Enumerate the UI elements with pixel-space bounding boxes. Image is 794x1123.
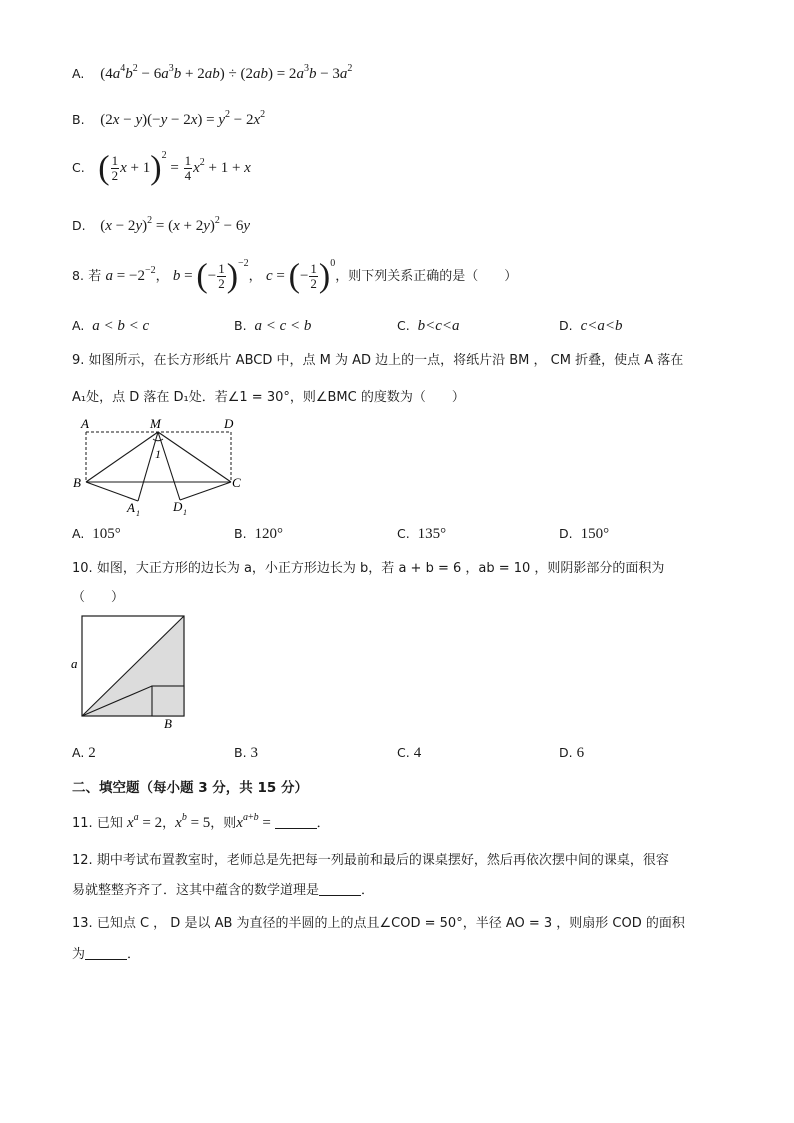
option-label: B. bbox=[72, 112, 85, 127]
q9-option-d: D. 150° bbox=[559, 526, 610, 542]
angle-1-arc bbox=[153, 439, 163, 441]
label-d1: D bbox=[173, 499, 183, 514]
q9-stem-line2 bbox=[72, 386, 465, 405]
label-d1-sub: 1 bbox=[183, 508, 187, 517]
q8-option-d: D. c<a<b bbox=[559, 318, 623, 334]
edge-ma1 bbox=[138, 432, 158, 501]
label-a: a bbox=[71, 656, 78, 671]
q8-option-c: C. b<c<a bbox=[397, 318, 460, 334]
label-a1: A bbox=[127, 500, 135, 515]
question-text: 如图，大正方形的边长为 a，小正方形边长为 b，若 a + b = 6 ，ab = 10 ，则阴影部分的面积为 bbox=[96, 561, 665, 576]
q8-option-a: A. a < b < c bbox=[72, 318, 150, 334]
edge-md1 bbox=[158, 432, 180, 500]
q10-option-a: A. 2 bbox=[72, 745, 96, 761]
question-text: 已知 bbox=[96, 816, 123, 831]
question-number: 9. bbox=[72, 353, 85, 368]
q12-stem-line1 bbox=[72, 849, 669, 868]
label-b: B bbox=[164, 716, 172, 731]
label-b: B bbox=[73, 475, 81, 490]
answer-blank[interactable] bbox=[275, 816, 317, 829]
edge-cd1 bbox=[180, 482, 231, 500]
q11-stem bbox=[72, 812, 330, 832]
q9-option-c: C. 135° bbox=[397, 526, 447, 542]
math-expression: $(x - 2y)^2 = (x + 2y)^2 - 6y$ bbox=[100, 215, 251, 234]
fold-cm bbox=[158, 432, 231, 482]
small-square bbox=[152, 686, 184, 716]
question-text: （ ） bbox=[72, 590, 125, 605]
question-number: 10. bbox=[72, 561, 93, 576]
q10-stem-line1 bbox=[72, 557, 664, 576]
punctuation: ． bbox=[316, 816, 330, 831]
q7-option-d bbox=[72, 215, 251, 235]
punctuation: ， bbox=[155, 268, 169, 284]
option-label: C. bbox=[72, 159, 85, 175]
math-expression: $(4a^4b^2 - 6a^3b + 2ab) \div (2ab) = 2a^3b - 3a^2$ bbox=[100, 63, 353, 82]
label-angle-1: 1 bbox=[155, 447, 161, 461]
math-expression: $x^a = 2$ bbox=[126, 812, 163, 831]
question-text: 若 bbox=[88, 268, 102, 284]
q8-stem bbox=[72, 257, 518, 295]
punctuation: ， bbox=[162, 816, 176, 831]
punctuation: ． bbox=[361, 883, 375, 898]
question-text: 期中考试布置教室时，老师总是先把每一列最前和最后的课桌摆好，然后再依次摆中间的课桌，很容 bbox=[96, 853, 669, 868]
math-expression: ( $\frac{1}{2}$ x + 1)$^2$ = $\frac{1}{4}$ $x^2 + 1 + x$ bbox=[98, 149, 251, 187]
question-text: 易就整整齐齐了．这其中蕴含的数学道理是 bbox=[72, 883, 320, 898]
punctuation: ， bbox=[248, 268, 262, 284]
option-label: A. bbox=[72, 66, 85, 81]
q7-option-a bbox=[72, 63, 353, 83]
math-expression: b = (− $\frac{1}{2}$ )$^{-2}$ bbox=[172, 257, 249, 295]
answer-blank[interactable] bbox=[85, 947, 127, 960]
q9-rectangle-fold-figure bbox=[70, 412, 250, 522]
q7-option-c bbox=[72, 149, 251, 187]
label-d: D bbox=[224, 416, 234, 431]
math-expression: $a = -2^{-2}$ bbox=[105, 264, 156, 284]
q9-option-b: B. 120° bbox=[234, 526, 284, 542]
question-number: 12. bbox=[72, 853, 93, 868]
q13-stem-line1 bbox=[72, 912, 685, 931]
question-text: 已知点 C ， D 是以 AB 为直径的半圆的上的点且∠COD = 50°，半径 AO = 3 ，则扇形 COD 的面积 bbox=[96, 916, 685, 931]
question-number: 11. bbox=[72, 816, 93, 831]
fold-bm bbox=[86, 432, 158, 482]
q8-option-b: B. a < c < b bbox=[234, 318, 312, 334]
q7-option-b bbox=[72, 109, 266, 129]
label-a1-sub: 1 bbox=[136, 509, 140, 518]
question-text: ，则下列关系正确的是（ ） bbox=[335, 268, 518, 284]
q9-stem-line1 bbox=[72, 349, 683, 368]
math-expression: $x^b = 5$ bbox=[175, 812, 211, 831]
question-text: A₁处，点 D 落在 D₁处．若∠1 = 30°，则∠BMC 的度数为（ ） bbox=[72, 390, 465, 405]
math-expression: $(2x - y)(-y - 2x) = y^2 - 2x^2$ bbox=[100, 109, 266, 128]
math-expression: $x^{a+b}$ = bbox=[236, 812, 275, 831]
label-c: C bbox=[232, 475, 241, 490]
q12-stem-line2 bbox=[72, 879, 374, 898]
answer-blank[interactable] bbox=[319, 883, 361, 896]
question-text: 为 bbox=[72, 947, 86, 962]
question-text: 如图所示，在长方形纸片 ABCD 中，点 M 为 AD 边上的一点，将纸片沿 BM ， CM 折叠，使点 A 落在 bbox=[88, 353, 684, 368]
punctuation: ． bbox=[127, 947, 141, 962]
edge-ba1 bbox=[86, 482, 138, 501]
section-title: 二、填空题（每小题 3 分，共 15 分） bbox=[72, 780, 308, 796]
question-number: 8. bbox=[72, 267, 84, 283]
q10-option-c: C. 4 bbox=[397, 745, 422, 761]
q10-option-b: B. 3 bbox=[234, 745, 259, 761]
q9-option-a: A. 105° bbox=[72, 526, 121, 542]
label-a: A bbox=[81, 416, 89, 431]
question-number: 13. bbox=[72, 916, 93, 931]
q10-stem-line2 bbox=[72, 586, 124, 605]
q10-option-d: D. 6 bbox=[559, 745, 585, 761]
q10-squares-figure bbox=[68, 610, 192, 736]
option-label: D. bbox=[72, 218, 86, 233]
label-m: M bbox=[150, 416, 161, 431]
q13-stem-line2 bbox=[72, 943, 140, 962]
question-text: ，则 bbox=[210, 816, 237, 831]
math-expression: c = (− $\frac{1}{2}$ )$^0$ bbox=[265, 257, 336, 295]
